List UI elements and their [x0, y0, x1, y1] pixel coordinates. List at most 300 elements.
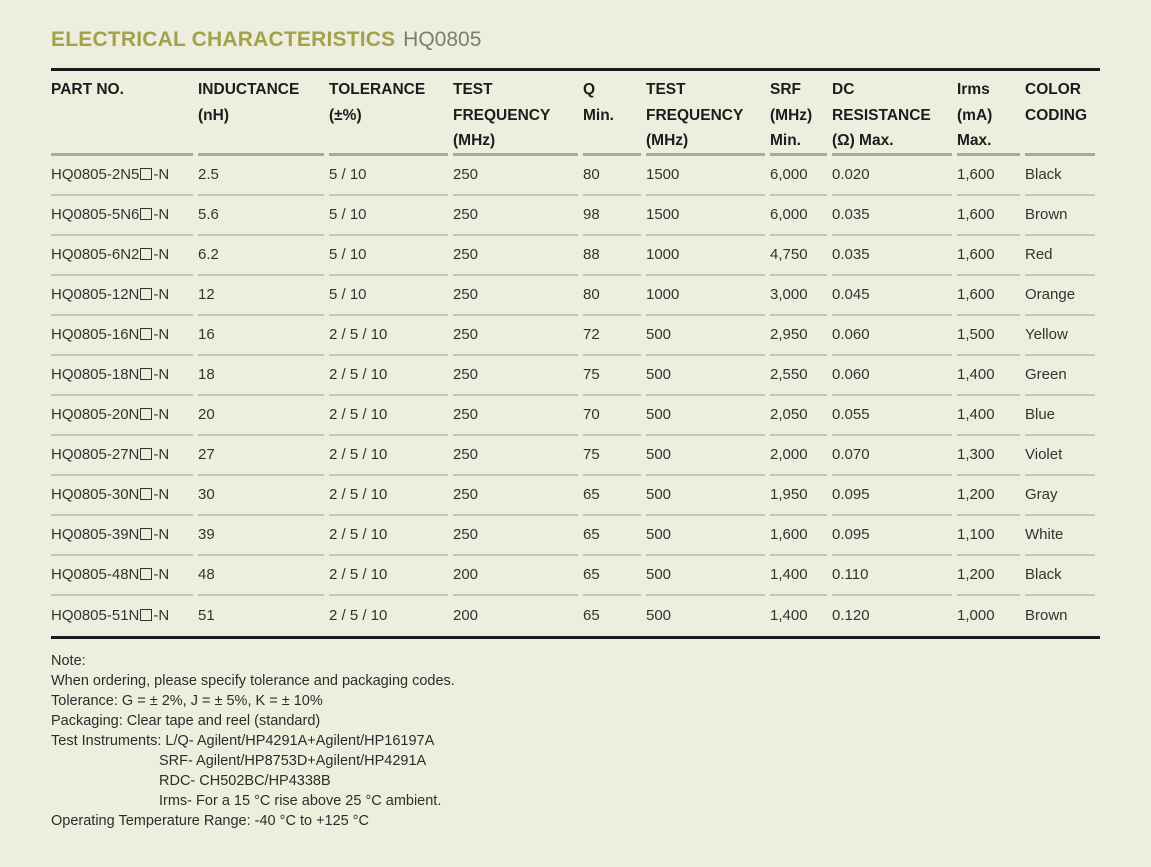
cell-part-no — [51, 436, 198, 476]
column-header-line: Min. — [770, 132, 801, 149]
cell-color — [1025, 476, 1100, 516]
cell-inductance — [198, 436, 329, 476]
note-instruments-lq: Test Instruments: L/Q- Agilent/HP4291A+Agilent/HP16197A — [51, 733, 435, 749]
cell-tolerance — [329, 156, 453, 196]
note-instruments-rdc: RDC- CH502BC/HP4338B — [159, 773, 331, 789]
part-no-value — [51, 156, 193, 196]
notes-heading: Note: — [51, 653, 86, 669]
part-no-suffix: -N — [153, 486, 170, 503]
cell-irms — [957, 516, 1025, 556]
cell-tolerance — [329, 276, 453, 316]
cell-test-freq-q — [646, 596, 770, 636]
column-header-q-min — [583, 71, 646, 156]
test-freq-l-value: 250 — [453, 396, 578, 436]
cell-color — [1025, 196, 1100, 236]
column-header-cell — [51, 77, 193, 156]
srf-value: 4,750 — [770, 236, 827, 276]
part-no-suffix: -N — [153, 366, 170, 383]
tolerance-value: 5 / 10 — [329, 236, 448, 276]
note-packaging: Packaging: Clear tape and reel (standard) — [51, 713, 321, 729]
column-header-cell — [957, 77, 1020, 156]
q-min-value: 75 — [583, 356, 641, 396]
cell-irms — [957, 156, 1025, 196]
cell-part-no — [51, 276, 198, 316]
tolerance-value: 2 / 5 / 10 — [329, 356, 448, 396]
column-header-cell — [770, 77, 827, 156]
part-no-suffix: -N — [153, 286, 170, 303]
cell-q-min — [583, 276, 646, 316]
irms-value: 1,600 — [957, 276, 1020, 316]
test-freq-q-value: 1500 — [646, 156, 765, 196]
column-header-line: FREQUENCY — [453, 106, 551, 124]
cell-test-freq-l — [453, 436, 583, 476]
column-header-line: FREQUENCY — [646, 106, 744, 124]
test-freq-l-value: 250 — [453, 436, 578, 476]
cell-tolerance — [329, 196, 453, 236]
cell-dcr — [832, 396, 957, 436]
color-value: Green — [1025, 356, 1095, 396]
column-header-line: (Ω) Max. — [832, 132, 894, 149]
part-no-value — [51, 356, 193, 396]
color-value: Gray — [1025, 476, 1095, 516]
column-header-inductance — [198, 71, 329, 156]
dcr-value: 0.060 — [832, 356, 952, 396]
part-no-value — [51, 196, 193, 236]
title-main: ELECTRICAL CHARACTERISTICS — [51, 28, 396, 51]
cell-part-no — [51, 196, 198, 236]
cell-irms — [957, 236, 1025, 276]
part-no-suffix: -N — [153, 446, 170, 463]
cell-inductance — [198, 236, 329, 276]
q-min-value: 65 — [583, 606, 600, 624]
cell-q-min — [583, 476, 646, 516]
dcr-value: 0.045 — [832, 276, 952, 316]
table-row — [51, 396, 1100, 436]
cell-color — [1025, 156, 1100, 196]
cell-q-min — [583, 596, 646, 636]
color-value: Orange — [1025, 276, 1095, 316]
column-header-cell — [453, 77, 578, 156]
cell-inductance — [198, 556, 329, 596]
cell-test-freq-q — [646, 276, 770, 316]
cell-test-freq-l — [453, 356, 583, 396]
test-freq-l-value: 250 — [453, 476, 578, 516]
dcr-value: 0.060 — [832, 316, 952, 356]
inductance-value: 2.5 — [198, 156, 324, 196]
cell-test-freq-l — [453, 156, 583, 196]
cell-dcr — [832, 236, 957, 276]
srf-value: 3,000 — [770, 276, 827, 316]
cell-srf — [770, 276, 832, 316]
cell-irms — [957, 276, 1025, 316]
part-no-suffix: -N — [153, 206, 170, 223]
cell-test-freq-q — [646, 556, 770, 596]
cell-q-min — [583, 556, 646, 596]
table-bottom-rule — [51, 636, 1100, 639]
tolerance-value: 5 / 10 — [329, 196, 448, 236]
cell-srf — [770, 316, 832, 356]
tolerance-code-placeholder-icon — [140, 368, 152, 380]
part-no-prefix: HQ0805-39N — [51, 526, 140, 543]
cell-test-freq-q — [646, 316, 770, 356]
test-freq-l-value: 200 — [453, 556, 578, 596]
cell-srf — [770, 556, 832, 596]
irms-value: 1,200 — [957, 476, 1020, 516]
cell-inductance — [198, 196, 329, 236]
tolerance-value: 2 / 5 / 10 — [329, 516, 448, 556]
column-header-tolerance — [329, 71, 453, 156]
cell-irms — [957, 196, 1025, 236]
q-min-value: 72 — [583, 316, 641, 356]
cell-dcr — [832, 556, 957, 596]
tolerance-code-placeholder-icon — [140, 328, 152, 340]
test-freq-q-value: 500 — [646, 356, 765, 396]
tolerance-value: 2 / 5 / 10 — [329, 436, 448, 476]
inductance-value: 18 — [198, 356, 324, 396]
cell-dcr — [832, 476, 957, 516]
test-freq-l-value: 250 — [453, 316, 578, 356]
column-header-irms — [957, 71, 1025, 156]
irms-value: 1,400 — [957, 356, 1020, 396]
irms-value: 1,100 — [957, 516, 1020, 556]
table-row — [51, 356, 1100, 396]
color-value: White — [1025, 516, 1095, 556]
part-no-suffix: -N — [153, 246, 170, 263]
cell-tolerance — [329, 236, 453, 276]
tolerance-code-placeholder-icon — [140, 168, 152, 180]
part-no-suffix: -N — [153, 526, 170, 543]
column-header-line: (±%) — [329, 106, 362, 124]
color-value: Blue — [1025, 396, 1095, 436]
cell-srf — [770, 596, 832, 636]
q-min-value: 80 — [583, 276, 641, 316]
cell-dcr — [832, 156, 957, 196]
test-freq-l-value: 200 — [453, 606, 479, 624]
srf-value: 6,000 — [770, 196, 827, 236]
cell-q-min — [583, 436, 646, 476]
cell-color — [1025, 396, 1100, 436]
cell-test-freq-q — [646, 356, 770, 396]
table-row — [51, 196, 1100, 236]
cell-part-no — [51, 356, 198, 396]
column-header-cell — [198, 77, 324, 156]
part-no-prefix: HQ0805-30N — [51, 486, 140, 503]
cell-q-min — [583, 516, 646, 556]
color-value: Black — [1025, 556, 1095, 596]
q-min-value: 65 — [583, 516, 641, 556]
irms-value: 1,600 — [957, 236, 1020, 276]
cell-tolerance — [329, 516, 453, 556]
cell-test-freq-l — [453, 316, 583, 356]
cell-tolerance — [329, 436, 453, 476]
test-freq-q-value: 1000 — [646, 276, 765, 316]
cell-irms — [957, 556, 1025, 596]
test-freq-q-value: 500 — [646, 396, 765, 436]
part-no-prefix: HQ0805-48N — [51, 566, 140, 583]
column-header-line: TEST — [646, 81, 686, 98]
column-header-line: (mA) — [957, 106, 993, 124]
table-row — [51, 516, 1100, 556]
cell-srf — [770, 236, 832, 276]
column-header-part-no — [51, 71, 198, 156]
cell-srf — [770, 436, 832, 476]
dcr-value: 0.035 — [832, 196, 952, 236]
part-no-suffix: -N — [153, 326, 170, 343]
column-header-line: TEST — [453, 81, 493, 98]
tolerance-code-placeholder-icon — [140, 528, 152, 540]
cell-srf — [770, 396, 832, 436]
cell-dcr — [832, 596, 957, 636]
column-header-line: (MHz) — [453, 132, 496, 149]
column-header-line: INDUCTANCE — [198, 81, 300, 98]
cell-dcr — [832, 316, 957, 356]
tolerance-code-placeholder-icon — [140, 408, 152, 420]
table-row — [51, 276, 1100, 316]
test-freq-q-value: 1000 — [646, 236, 765, 276]
part-no-prefix: HQ0805-27N — [51, 446, 140, 463]
note-instruments-irms: Irms- For a 15 °C rise above 25 °C ambient. — [159, 793, 442, 809]
part-no-prefix: HQ0805-2N5 — [51, 166, 140, 183]
tolerance-code-placeholder-icon — [140, 288, 152, 300]
column-header-dc-resistance — [832, 71, 957, 156]
cell-q-min — [583, 316, 646, 356]
srf-value: 1,600 — [770, 516, 827, 556]
cell-dcr — [832, 436, 957, 476]
test-freq-q-value: 500 — [646, 606, 672, 624]
q-min-value: 98 — [583, 196, 641, 236]
cell-test-freq-l — [453, 276, 583, 316]
cell-q-min — [583, 396, 646, 436]
srf-value: 1,950 — [770, 476, 827, 516]
page-title — [51, 28, 481, 52]
note-ordering: When ordering, please specify tolerance and packaging codes. — [51, 673, 455, 689]
color-value: Black — [1025, 156, 1095, 196]
srf-value: 6,000 — [770, 156, 827, 196]
q-min-value: 65 — [583, 476, 641, 516]
column-header-line: COLOR — [1025, 81, 1081, 98]
srf-value: 2,550 — [770, 356, 827, 396]
cell-part-no — [51, 156, 198, 196]
cell-srf — [770, 156, 832, 196]
cell-part-no — [51, 516, 198, 556]
cell-part-no — [51, 476, 198, 516]
column-header-line: PART NO. — [51, 81, 124, 98]
test-freq-l-value: 250 — [453, 276, 578, 316]
srf-value: 1,400 — [770, 556, 827, 596]
table-row — [51, 596, 1100, 636]
part-no-value — [51, 316, 193, 356]
cell-dcr — [832, 356, 957, 396]
cell-irms — [957, 436, 1025, 476]
tolerance-code-placeholder-icon — [140, 609, 152, 621]
tolerance-code-placeholder-icon — [140, 208, 152, 220]
part-no-prefix: HQ0805-51N — [51, 606, 140, 624]
part-no-value — [51, 276, 193, 316]
part-no-prefix: HQ0805-6N2 — [51, 246, 140, 263]
color-value: Brown — [1025, 196, 1095, 236]
test-freq-q-value: 500 — [646, 556, 765, 596]
cell-tolerance — [329, 556, 453, 596]
cell-part-no — [51, 556, 198, 596]
inductance-value: 5.6 — [198, 196, 324, 236]
cell-test-freq-q — [646, 476, 770, 516]
tolerance-value: 2 / 5 / 10 — [329, 556, 448, 596]
cell-color — [1025, 276, 1100, 316]
part-no-value — [51, 436, 193, 476]
part-no-value — [51, 556, 193, 596]
dcr-value: 0.055 — [832, 396, 952, 436]
test-freq-l-value: 250 — [453, 516, 578, 556]
column-header-line: Max. — [957, 132, 992, 149]
cell-test-freq-l — [453, 236, 583, 276]
column-header-line: CODING — [1025, 106, 1087, 124]
tolerance-code-placeholder-icon — [140, 488, 152, 500]
inductance-value: 30 — [198, 476, 324, 516]
cell-inductance — [198, 316, 329, 356]
color-value: Violet — [1025, 436, 1095, 476]
tolerance-value: 5 / 10 — [329, 276, 448, 316]
test-freq-q-value: 500 — [646, 316, 765, 356]
table-row — [51, 436, 1100, 476]
test-freq-l-value: 250 — [453, 156, 578, 196]
inductance-value: 27 — [198, 436, 324, 476]
dcr-value: 0.095 — [832, 476, 952, 516]
cell-test-freq-l — [453, 516, 583, 556]
cell-irms — [957, 316, 1025, 356]
test-freq-l-value: 250 — [453, 356, 578, 396]
cell-test-freq-l — [453, 196, 583, 236]
cell-test-freq-q — [646, 156, 770, 196]
irms-value: 1,300 — [957, 436, 1020, 476]
cell-test-freq-l — [453, 596, 583, 636]
note-tolerance: Tolerance: G = ± 2%, J = ± 5%, K = ± 10% — [51, 693, 323, 709]
color-value: Brown — [1025, 606, 1068, 624]
cell-test-freq-l — [453, 556, 583, 596]
dcr-value: 0.120 — [832, 606, 870, 624]
notes-section — [51, 651, 455, 831]
cell-irms — [957, 356, 1025, 396]
cell-part-no — [51, 396, 198, 436]
note-instruments-srf: SRF- Agilent/HP8753D+Agilent/HP4291A — [159, 753, 427, 769]
part-no-prefix: HQ0805-18N — [51, 366, 140, 383]
column-header-cell — [1025, 77, 1095, 156]
column-header-line: (nH) — [198, 106, 229, 124]
part-no-value — [51, 236, 193, 276]
title-part-number: HQ0805 — [403, 28, 482, 51]
cell-color — [1025, 436, 1100, 476]
cell-color — [1025, 556, 1100, 596]
column-header-test-frequency-l — [453, 71, 583, 156]
column-header-cell — [646, 77, 765, 156]
column-header-cell — [329, 77, 448, 156]
dcr-value: 0.035 — [832, 236, 952, 276]
q-min-value: 75 — [583, 436, 641, 476]
cell-inductance — [198, 156, 329, 196]
cell-tolerance — [329, 396, 453, 436]
column-header-line: Min. — [583, 106, 614, 124]
column-header-line: Irms — [957, 81, 990, 98]
column-header-test-frequency-q — [646, 71, 770, 156]
note-temperature: Operating Temperature Range: -40 °C to +125 °C — [51, 813, 370, 829]
irms-value: 1,000 — [957, 606, 995, 624]
cell-inductance — [198, 276, 329, 316]
cell-tolerance — [329, 596, 453, 636]
column-header-line: RESISTANCE — [832, 106, 931, 124]
cell-part-no — [51, 596, 198, 636]
column-header-line: DC — [832, 81, 855, 98]
test-freq-q-value: 500 — [646, 476, 765, 516]
tolerance-value: 2 / 5 / 10 — [329, 476, 448, 516]
inductance-value: 16 — [198, 316, 324, 356]
inductance-value: 51 — [198, 606, 215, 624]
cell-color — [1025, 596, 1100, 636]
cell-srf — [770, 356, 832, 396]
tolerance-value: 2 / 5 / 10 — [329, 316, 448, 356]
cell-q-min — [583, 236, 646, 276]
cell-srf — [770, 476, 832, 516]
part-no-value — [51, 476, 193, 516]
srf-value: 2,000 — [770, 436, 827, 476]
q-min-value: 65 — [583, 556, 641, 596]
irms-value: 1,500 — [957, 316, 1020, 356]
tolerance-value: 5 / 10 — [329, 156, 448, 196]
tolerance-value: 2 / 5 / 10 — [329, 396, 448, 436]
color-value: Yellow — [1025, 316, 1095, 356]
cell-test-freq-q — [646, 236, 770, 276]
column-header-line: Q — [583, 81, 596, 98]
table-body — [51, 156, 1100, 636]
cell-part-no — [51, 236, 198, 276]
cell-part-no — [51, 316, 198, 356]
dcr-value: 0.110 — [832, 556, 952, 596]
cell-color — [1025, 236, 1100, 276]
part-no-prefix: HQ0805-16N — [51, 326, 140, 343]
q-min-value: 80 — [583, 156, 641, 196]
cell-inductance — [198, 356, 329, 396]
tolerance-code-placeholder-icon — [140, 448, 152, 460]
irms-value: 1,600 — [957, 156, 1020, 196]
column-header-cell — [832, 77, 952, 156]
cell-inductance — [198, 396, 329, 436]
cell-inductance — [198, 596, 329, 636]
cell-inductance — [198, 516, 329, 556]
cell-irms — [957, 596, 1025, 636]
cell-tolerance — [329, 316, 453, 356]
dcr-value: 0.070 — [832, 436, 952, 476]
q-min-value: 88 — [583, 236, 641, 276]
column-header-line: TOLERANCE — [329, 81, 426, 98]
dcr-value: 0.095 — [832, 516, 952, 556]
column-header-line: (MHz) — [646, 132, 689, 149]
cell-dcr — [832, 516, 957, 556]
tolerance-code-placeholder-icon — [140, 568, 152, 580]
irms-value: 1,600 — [957, 196, 1020, 236]
cell-color — [1025, 316, 1100, 356]
test-freq-q-value: 500 — [646, 516, 765, 556]
cell-irms — [957, 396, 1025, 436]
part-no-value — [51, 516, 193, 556]
cell-tolerance — [329, 356, 453, 396]
inductance-value: 48 — [198, 556, 324, 596]
cell-inductance — [198, 476, 329, 516]
column-header-line: (MHz) — [770, 106, 813, 124]
cell-test-freq-q — [646, 436, 770, 476]
table-row — [51, 476, 1100, 516]
irms-value: 1,400 — [957, 396, 1020, 436]
color-value: Red — [1025, 236, 1095, 276]
irms-value: 1,200 — [957, 556, 1020, 596]
srf-value: 1,400 — [770, 606, 808, 624]
